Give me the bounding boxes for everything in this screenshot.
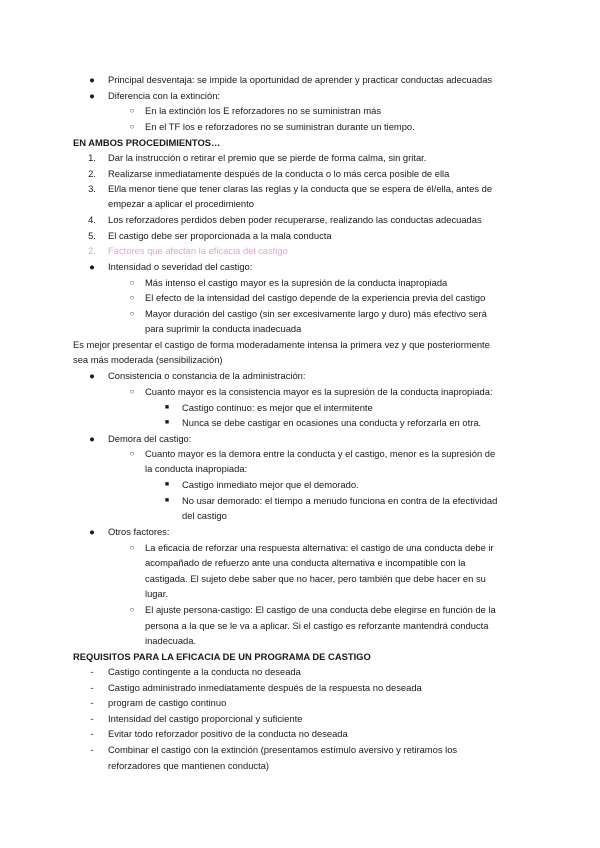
list-item: Los reforzadores perdidos deben poder recuperarse, realizando las conductas adecuadas [108,214,482,225]
list-item: Otros factores: [108,526,170,537]
list-number: 1. [88,152,96,163]
list-item: El/la menor tiene que tener claras las reglas y la conducta que se espera de él/ella, antes de [108,183,493,194]
list-item: No usar demorado: el tiempo a menudo funciona en contra de la efectividad [182,495,498,506]
list-item: Castigo inmediato mejor que el demorado. [182,479,359,490]
list-number: 2. [88,168,96,179]
list-item: Combinar el castigo con la extinción (presentamos estímulo aversivo y retiramos los [108,744,458,755]
dash-marker: - [90,744,94,755]
bullet-marker: ● [89,370,95,381]
bullet-marker: ■ [164,481,170,488]
bullet-marker: ○ [129,278,135,287]
dash-marker: - [90,666,94,677]
list-item: En la extinción los E reforzadores no se suministran más [145,105,382,116]
list-item: Evitar todo reforzador positivo de la conducta no deseada [108,728,348,739]
list-item: Dar la instrucción o retirar el premio que se pierde de forma calma, sin gritar. [108,152,427,163]
list-item: Castigo contingente a la conducta no deseada [108,666,301,677]
list-number: 5. [88,230,96,241]
list-item: Más intenso el castigo mayor es la supresión de la conducta inapropiada [145,277,448,288]
bullet-marker: ○ [129,106,135,115]
dash-marker: - [90,713,94,724]
bullet-marker: ● [89,433,95,444]
list-item: Mayor duración del castigo (sin ser excesivamente largo y duro) más efectivo será [145,308,487,319]
dash-marker: - [90,697,94,708]
list-item: En el TF los e reforzadores no se suministran durante un tiempo. [145,121,415,132]
list-item: La eficacia de reforzar una respuesta alternativa: el castigo de una conducta debe ir [145,542,494,553]
list-item-continuation: del castigo [182,510,227,521]
list-item: program de castigo continuo [108,697,227,708]
dash-marker: - [90,682,94,693]
list-item: El ajuste persona-castigo: El castigo de una conducta debe elegirse en función de la [145,604,496,615]
paragraph-line: Es mejor presentar el castigo de forma moderadamente intensa la primera vez y que posteriormente [73,339,490,350]
list-item-continuation: empezar a aplicar el procedimiento [108,198,254,209]
list-item: El efecto de la intensidad del castigo depende de la experiencia previa del castigo [145,292,486,303]
bullet-marker: ● [89,261,95,272]
bullet-marker: ■ [164,404,170,411]
bullet-marker: ● [89,90,95,101]
list-item: Diferencia con la extinción: [108,90,221,101]
section-heading: REQUISITOS PARA LA EFICACIA DE UN PROGRAMA DE CASTIGO [73,651,371,662]
list-item: Realizarse inmediatamente después de la conducta o lo más cerca posible de ella [108,168,450,179]
list-item: El castigo debe ser proporcionada a la mala conducta [108,230,332,241]
bullet-marker: ■ [164,497,170,504]
list-item: Nunca se debe castigar en ocasiones una conducta y reforzarla en otra. [182,417,482,428]
list-item-continuation: lugar. [145,588,168,599]
list-item: Castigo continuo: es mejor que el intermitente [182,402,373,413]
list-item: Consistencia o constancia de la administración: [108,370,306,381]
bullet-marker: ● [89,74,95,85]
bullet-marker: ● [89,526,95,537]
list-number: 2. [88,245,96,256]
list-item: Intensidad del castigo proporcional y suficiente [108,713,303,724]
bullet-marker: ○ [129,293,135,302]
bullet-marker: ○ [129,309,135,318]
paragraph-line: sea más moderada (sensibilización) [73,354,223,365]
section-heading: EN AMBOS PROCEDIMIENTOS… [73,137,221,148]
list-item: Principal desventaja: se impide la oportunidad de aprender y practicar conductas adecuadas [108,74,493,85]
list-item: Demora del castigo: [108,433,192,444]
list-item-continuation: castigada. El sujeto debe saber que no hacer, pero también que debe hacer en su [145,573,486,584]
list-item: Cuanto mayor es la demora entre la conducta y el castigo, menor es la supresión de [145,448,496,459]
list-item: Castigo administrado inmediatamente después de la respuesta no deseada [108,682,422,693]
list-item-continuation: reforzadores que mantienen conducta) [108,760,270,771]
list-item-continuation: inadecuada. [145,635,197,646]
bullet-marker: ○ [129,543,135,552]
list-item-continuation: para suprimir la conducta inadecuada [145,323,302,334]
list-number: 3. [88,183,96,194]
list-item: Intensidad o severidad del castigo: [108,261,253,272]
subsection-heading: Factores que afectan la eficacia del castigo [108,245,288,256]
dash-marker: - [90,728,94,739]
bullet-marker: ○ [129,387,135,396]
list-item-continuation: la conducta inapropiada: [145,463,248,474]
bullet-marker: ○ [129,449,135,458]
bullet-marker: ○ [129,605,135,614]
list-item: Cuanto mayor es la consistencia mayor es la supresión de la conducta inapropiada: [145,386,493,397]
list-item-continuation: persona a la que se le va a aplicar. Si el castigo es reforzante mantendrá conducta [145,620,489,631]
list-number: 4. [88,214,96,225]
bullet-marker: ○ [129,122,135,131]
list-item-continuation: acompañado de refuerzo ante una conducta alternativa e incompatible con la [145,557,466,568]
bullet-marker: ■ [164,419,170,426]
